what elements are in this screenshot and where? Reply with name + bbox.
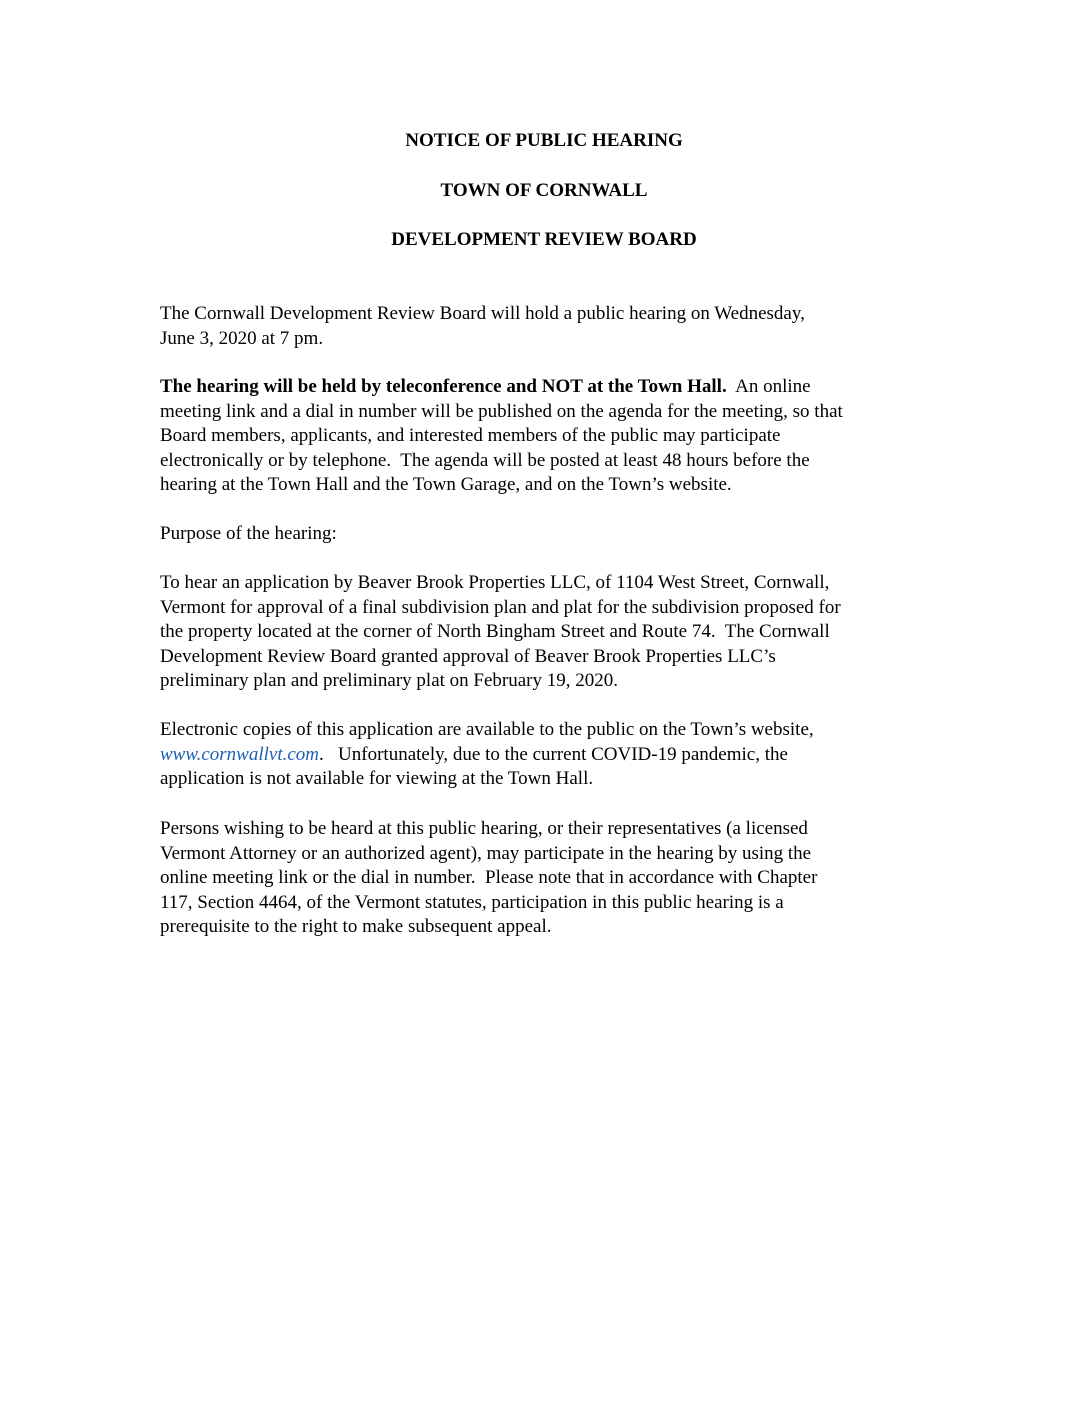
paragraph-line <box>160 743 960 768</box>
paragraph-line: preliminary plan and preliminary plat on February 19, 2020. <box>160 670 618 691</box>
paragraph-line: application is not available for viewing at the Town Hall. <box>160 768 594 789</box>
application-paragraph <box>160 571 960 694</box>
board-title: DEVELOPMENT REVIEW BOARD <box>391 229 697 250</box>
paragraph-line: To hear an application by Beaver Brook Properties LLC, of 1104 West Street, Cornwall, <box>160 572 830 593</box>
paragraph-text: An online <box>726 376 811 397</box>
notice-title: NOTICE OF PUBLIC HEARING <box>405 130 683 151</box>
paragraph-line: online meeting link or the dial in number. Please note that in accordance with Chapter <box>160 867 818 888</box>
hearing-date-paragraph <box>160 302 960 351</box>
paragraph-line <box>160 375 960 400</box>
paragraph-line: Vermont Attorney or an authorized agent), may participate in the hearing by using the <box>160 842 812 864</box>
paragraph-line: electronically or by telephone. The agenda will be posted at least 48 hours before the <box>160 449 810 471</box>
paragraph-line: Electronic copies of this application are available to the public on the Town’s website, <box>160 719 814 740</box>
teleconference-emphasis: The hearing will be held by teleconference and NOT at the Town Hall. <box>160 376 727 397</box>
electronic-copies-paragraph <box>160 718 960 792</box>
paragraph-text: . Unfortunately, due to the current COVID-19 pandemic, the <box>319 743 788 765</box>
paragraph-line: The Cornwall Development Review Board will hold a public hearing on Wednesday, <box>160 303 805 324</box>
paragraph-line: June 3, 2020 at 7 pm. <box>160 327 324 349</box>
participation-paragraph <box>160 817 960 940</box>
paragraph-line: Vermont for approval of a final subdivision plan and plat for the subdivision proposed for <box>160 596 841 618</box>
paragraph-line: Development Review Board granted approval of Beaver Brook Properties LLC’s <box>160 645 776 667</box>
paragraph-line: hearing at the Town Hall and the Town Garage, and on the Town’s website. <box>160 474 732 495</box>
paragraph-line: Purpose of the hearing: <box>160 523 337 544</box>
paragraph-line: the property located at the corner of North Bingham Street and Route 74. The Cornwall <box>160 621 830 642</box>
town-title: TOWN OF CORNWALL <box>440 180 648 201</box>
paragraph-line: Board members, applicants, and interested members of the public may participate <box>160 425 781 446</box>
paragraph-line: meeting link and a dial in number will be published on the agenda for the meeting, so that <box>160 400 843 422</box>
purpose-heading <box>160 522 960 547</box>
teleconference-paragraph <box>160 375 960 498</box>
town-website-link[interactable]: www.cornwallvt.com <box>160 743 320 765</box>
paragraph-line: Persons wishing to be heard at this public hearing, or their representatives (a licensed <box>160 818 808 839</box>
paragraph-line: prerequisite to the right to make subsequent appeal. <box>160 916 552 937</box>
paragraph-line: 117, Section 4464, of the Vermont statutes, participation in this public hearing is a <box>160 891 784 913</box>
